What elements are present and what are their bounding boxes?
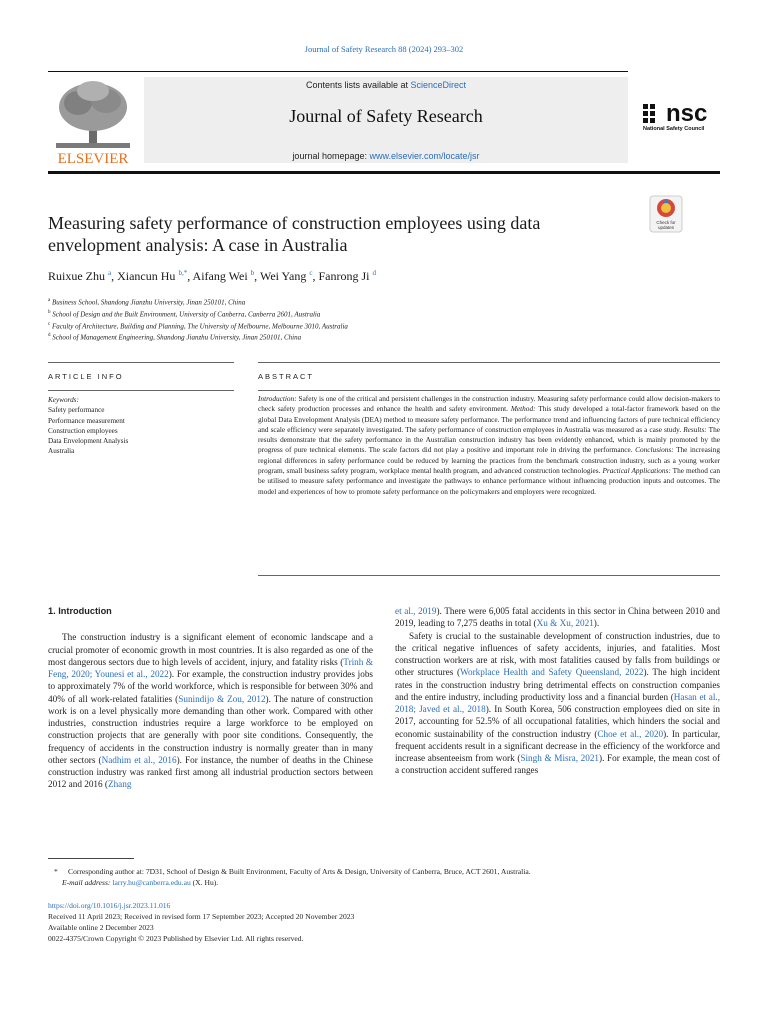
email-link[interactable]: larry.hu@canberra.edu.au bbox=[112, 878, 191, 887]
header-rule-top bbox=[48, 71, 628, 72]
received-dates: Received 11 April 2023; Received in revised form 17 September 2023; Accepted 20 November 2023 bbox=[48, 912, 355, 921]
reference-link[interactable]: Zhang bbox=[107, 779, 132, 790]
journal-citation[interactable]: Journal of Safety Research 88 (2024) 293–302 bbox=[304, 44, 464, 54]
author-sup[interactable]: b,* bbox=[178, 269, 188, 277]
paragraph: The construction industry is a significant element of economic landscape and a crucial promoter of economic growth in most countries. It is also regarded as one of the most dangerous sectors due to high levels of accident, injury, and fatality risks (Trinh & Feng, 2020; Younesi et al., 2022). For example, the construction industry provides jobs to approximately 7% of the world workforce, which is responsible for between 30% and 40% of all work-related fatalities (Sunindijo & Zou, 2012). The nature of construction work is on a level physically more demanding than other work. Compared with other industries, construction industries require a large workforce to be employed on construction projects that are generally with poor site conditions. Consequently, the frequency of accidents in the construction industry is normally greater than in many other sectors (Nadhim et al., 2016). For instance, the number of deaths in the Chinese construction industry was ranked first among all industrial production sectors between 2012 and 2016 (Zhang bbox=[48, 632, 373, 790]
abstract-text: Introduction: Safety is one of the critical and persistent challenges in the construction industry. Measuring safety performance could allow decision-makers to check safety production processes and enhance the health and safety environment. Method: This study developed a total-factor framework based on the global Data Envelopment Analysis (DEA) method to measure safety performance. The performance trend and influencing factors of pure technical efficiency and scale efficiency were separately investigated. The safety performance of construction employees in Australia was measured as a case study. Results: The results demonstrate that the safety performance in the Australian construction industry has been evidently enhanced, which is mainly promoted by the progress of pure technical elements. The scale factors did not play a positive and important role in driving the performance. Conclusions: The increasing regional differences in safety performance could be reduced by learning the practices from the benchmark construction industry, such as a young worker program, small business safety program, workplace mental health program, and advanced construction technologies. Practical Applications: The method can be utilised to measure safety performance and investigate the pathways to enhance performance without influencing production inputs and outcomes. The model and experiences of how to promote safety performance on the policymakers and employers were recognized. bbox=[258, 394, 721, 496]
body-column-right bbox=[395, 605, 720, 777]
journal-homepage-line bbox=[144, 151, 628, 161]
available-online: Available online 2 December 2023 bbox=[48, 923, 154, 932]
reference-link[interactable]: Nadhim et al., 2016 bbox=[101, 754, 177, 765]
article-info-rule bbox=[48, 362, 234, 363]
copyright: 0022-4375/Crown Copyright © 2023 Published by Elsevier Ltd. All rights reserved. bbox=[48, 934, 304, 943]
affiliation-item: $^c$ Faculty of Architecture, Building and Planning, The University of Melbourne, Melbourne 3010, Australia bbox=[48, 321, 348, 330]
author-sup[interactable]: b bbox=[250, 269, 255, 277]
reference-link[interactable]: Trinh & Feng, 2020; Younesi et al., 2022 bbox=[48, 656, 373, 679]
email-label: E-mail address: bbox=[62, 878, 111, 887]
keywords-block bbox=[48, 395, 234, 457]
reference-link[interactable]: Sunindijo & Zou, 2012 bbox=[178, 693, 266, 704]
abstract-rule bbox=[258, 362, 720, 363]
check-for-updates-badge[interactable] bbox=[648, 194, 684, 234]
author-name[interactable]: Wei Yang bbox=[259, 269, 307, 283]
section-heading: 1. Introduction bbox=[48, 606, 112, 616]
paragraph: Safety is crucial to the sustainable development of construction industries, due to the critical negative influences of safety accidents, injuries, and fatalities. Most construction workers are at risk, with most fatalities caused by falls from buildings or other structures (Workplace Health and Safety Queensland, 2022). The high incident rates in the construction industry bring detrimental effects on construction companies and the entire industry, including productivity loss and a financial burden (Hasan et al., 2018; Javed et al., 2018). In South Korea, 506 construction employees died on site in 2017, accounting for 52.5% of all occupational fatalities, which hinders the social and economic sustainability of the construction industry (Choe et al., 2020). In particular, frequent accidents result in a significant decrease in the efficiency of the workforce and increase absenteeism from work (Singh & Misra, 2021). For example, the mean cost of a construction accident suffered ranges bbox=[395, 630, 721, 776]
affiliation-list bbox=[48, 296, 648, 343]
elsevier-wordmark: ELSEVIER bbox=[57, 151, 129, 167]
reference-link[interactable]: Xu & Xu, 2021 bbox=[536, 618, 594, 629]
homepage-prefix: journal homepage: bbox=[292, 151, 370, 161]
email-suffix: (X. Hu). bbox=[190, 878, 219, 887]
paper-title: Measuring safety performance of construction employees using data envelopment analysis: A case in Australia bbox=[48, 213, 541, 255]
footnote-marker: * bbox=[54, 867, 58, 876]
author-sup[interactable]: a bbox=[108, 269, 112, 277]
author-list: Ruixue Zhu $^a$, Xiancun Hu $^{b,*}$, Aifang Wei $^b$, Wei Yang $^c$, Fanrong Ji $^d$ bbox=[48, 269, 376, 283]
author-sup[interactable]: d bbox=[372, 269, 376, 277]
keyword-item: Australia bbox=[48, 447, 75, 456]
keyword-item: Performance measurement bbox=[48, 416, 125, 425]
reference-link[interactable]: Hasan et al., 2018; Javed et al., 2018 bbox=[395, 691, 720, 714]
article-info-heading: ARTICLE INFO bbox=[48, 372, 124, 381]
contents-prefix: Contents lists available at bbox=[305, 80, 411, 90]
article-info-rule-2 bbox=[48, 390, 234, 391]
reference-link[interactable]: Choe et al., 2020 bbox=[597, 728, 664, 739]
nsc-grid-icon bbox=[643, 104, 663, 124]
corresponding-text: Corresponding author at: 7D31, School of Design & Built Environment, Faculty of Arts & Design, University of Canberra, Bruce, ACT 2601, Australia. bbox=[68, 867, 531, 876]
elsevier-tree-icon bbox=[48, 77, 138, 169]
affiliation-item: $^b$ School of Design and the Built Environment, University of Canberra, Canberra 2601, Australia bbox=[48, 309, 321, 319]
keyword-item: Data Envelopment Analysis bbox=[48, 437, 129, 446]
corresponding-footnote bbox=[48, 866, 720, 888]
author-name[interactable]: Ruixue Zhu bbox=[48, 269, 105, 283]
publication-info bbox=[48, 900, 720, 944]
header-rule-thick bbox=[48, 171, 720, 174]
abstract-rule-2 bbox=[258, 390, 720, 391]
author-sup[interactable]: c bbox=[309, 269, 313, 277]
reference-link[interactable]: et al., 2019 bbox=[395, 606, 437, 616]
journal-title: Journal of Safety Research bbox=[289, 106, 483, 126]
sciencedirect-link[interactable]: ScienceDirect bbox=[410, 80, 467, 90]
keywords-label: Keywords: bbox=[48, 396, 79, 404]
nsc-subtext: National Safety Council bbox=[643, 126, 705, 132]
abstract-rule-bottom bbox=[258, 575, 720, 576]
author-name[interactable]: Aifang Wei bbox=[192, 269, 248, 283]
author-name[interactable]: Fanrong Ji bbox=[318, 269, 370, 283]
body-column-left bbox=[48, 605, 373, 791]
reference-link[interactable]: Workplace Health and Safety Queensland, 2022 bbox=[460, 667, 644, 678]
abstract-heading: ABSTRACT bbox=[258, 372, 315, 381]
nsc-wordmark: nsc bbox=[666, 100, 708, 127]
elsevier-logo[interactable] bbox=[48, 77, 138, 169]
author-name[interactable]: Xiancun Hu bbox=[117, 269, 176, 283]
keyword-item: Construction employees bbox=[48, 426, 118, 435]
affiliation-item: $^d$ School of Management Engineering, Shandong Jianzhu University, Jinan 250101, China bbox=[48, 333, 302, 342]
check-updates-label: Check for updates bbox=[656, 220, 676, 230]
contents-line bbox=[144, 80, 628, 90]
homepage-link[interactable]: www.elsevier.com/locate/jsr bbox=[369, 151, 480, 161]
keyword-item: Safety performance bbox=[48, 406, 105, 415]
affiliation-item: $^a$ Business School, Shandong Jianzhu University, Jinan 250101, China bbox=[48, 298, 246, 307]
doi-link[interactable]: https://doi.org/10.1016/j.jsr.2023.11.016 bbox=[48, 901, 171, 910]
footnote-rule bbox=[48, 858, 134, 859]
paragraph: et al., 2019). There were 6,005 fatal accidents in this sector in China between 2010 and 2019, leading to 7,275 deaths in total (Xu & Xu, 2021). bbox=[395, 606, 720, 629]
reference-link[interactable]: Singh & Misra, 2021 bbox=[520, 753, 600, 763]
nsc-logo[interactable] bbox=[643, 100, 721, 132]
